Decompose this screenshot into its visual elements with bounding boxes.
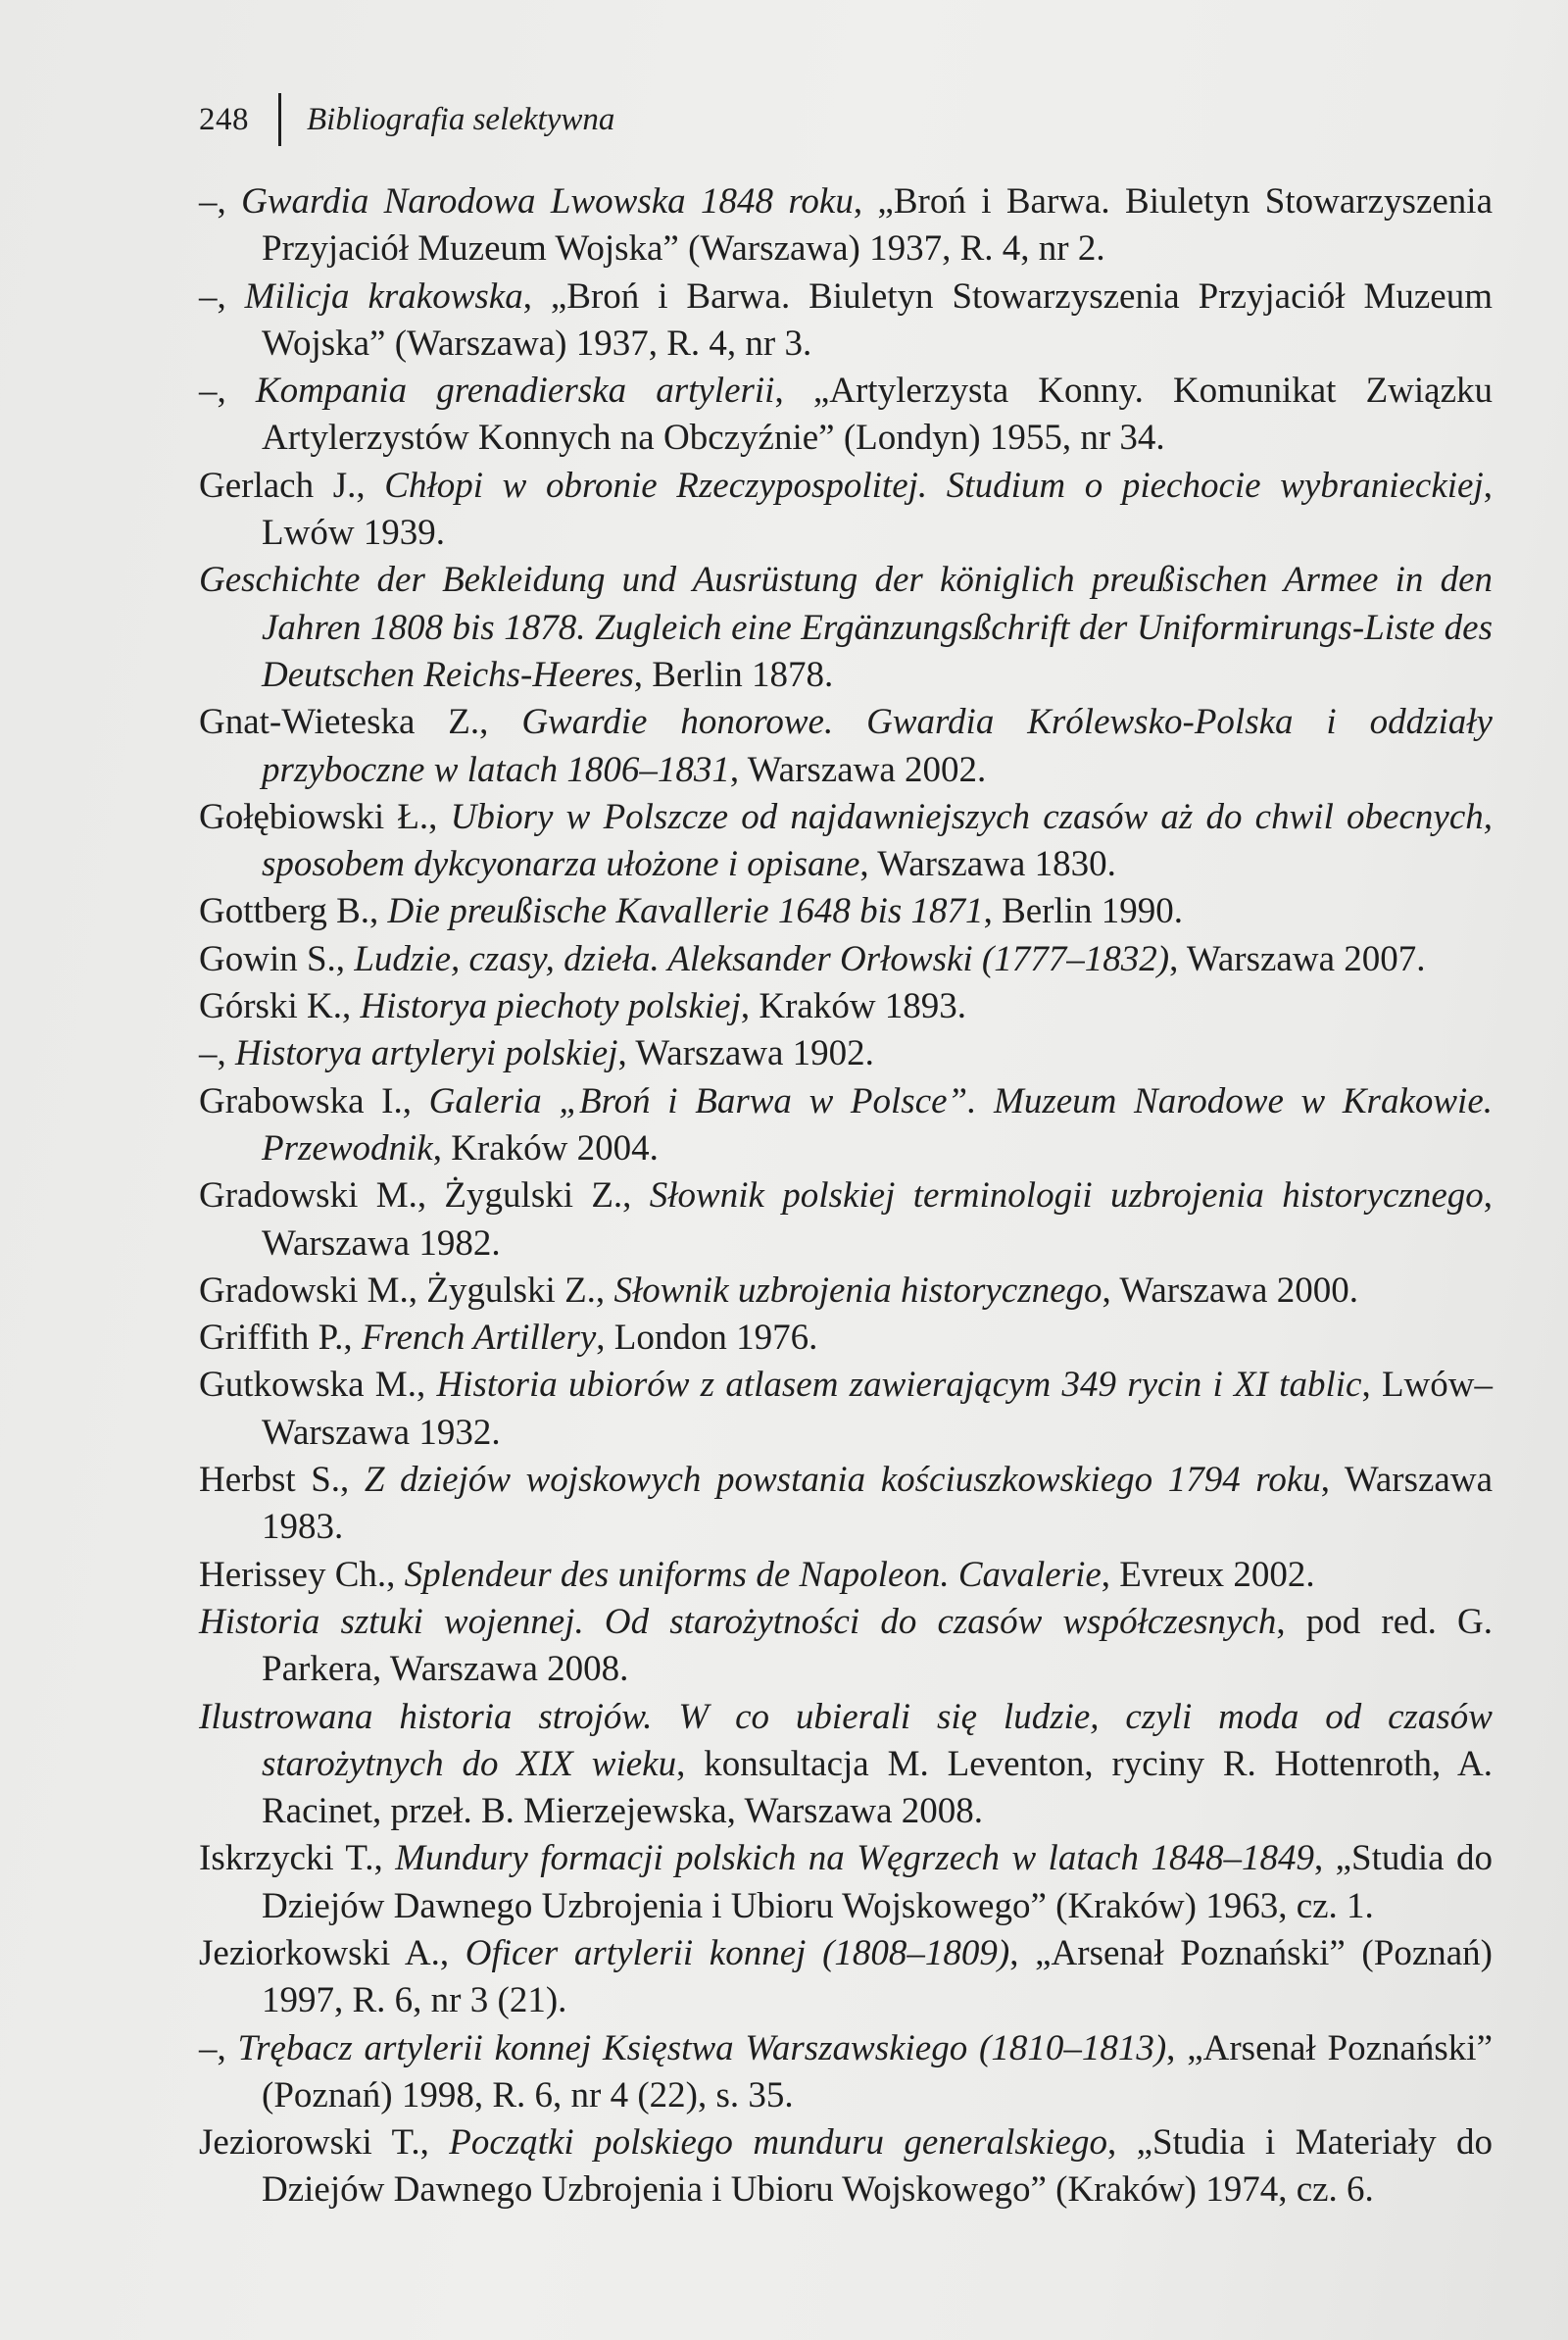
entry-publication: , Lwów–Warszawa 1932.: [262, 1365, 1493, 1453]
bibliography-entry: [199, 699, 1493, 794]
entry-author: Gottberg B.,: [199, 891, 388, 932]
entry-title: Słownik uzbrojenia historycznego: [613, 1270, 1102, 1311]
entry-title: Historya artyleryi polskiej: [235, 1033, 618, 1074]
entry-title: Gwardie honorowe. Gwardia Królewsko-Polska i oddziały przyboczne w latach 1806–1831: [262, 702, 1493, 790]
entry-author: –,: [199, 1033, 235, 1074]
entry-author: Gradowski M., Żygulski Z.,: [199, 1175, 650, 1217]
bibliography-entry: [199, 1078, 1493, 1173]
entry-author: Gutkowska M.,: [199, 1365, 437, 1406]
entry-title: Trębacz artylerii konnej Księstwa Warszawskiego (1810–1813): [237, 2027, 1167, 2068]
bibliography-entry: [199, 1599, 1493, 1694]
entry-title: Ilustrowana historia strojów. W co ubierali się ludzie, czyli moda od czasów starożytnych do XIX wieku: [199, 1696, 1493, 1784]
page-number: 248: [199, 101, 249, 137]
entry-publication: , London 1976.: [596, 1318, 818, 1359]
page-header: [199, 94, 614, 145]
bibliography-entry: [199, 794, 1493, 889]
entry-title: Die preußische Kavallerie 1648 bis 1871: [387, 891, 984, 932]
header-divider: [278, 93, 281, 146]
entry-publication: , Berlin 1878.: [633, 654, 834, 695]
bibliography-entry: [199, 1362, 1493, 1457]
bibliography-list: [199, 178, 1493, 2215]
entry-publication: , pod red. G. Parkera, Warszawa 2008.: [262, 1601, 1494, 1690]
entry-publication: , Kraków 1893.: [740, 986, 967, 1027]
entry-author: Gowin S.,: [199, 938, 355, 979]
entry-author: Jeziorowski T.,: [199, 2122, 450, 2164]
entry-author: –,: [199, 181, 242, 222]
entry-publication: , konsultacja M. Leventon, ryciny R. Hottenroth, A. Racinet, przeł. B. Mierzejewska, Warszawa 2008.: [262, 1743, 1493, 1832]
entry-title: Historia ubiorów z atlasem zawierającym 349 rycin i XI tablic: [436, 1365, 1362, 1406]
bibliography-entry: [199, 1552, 1493, 1599]
entry-author: –,: [199, 371, 256, 412]
bibliography-entry: [199, 2119, 1493, 2215]
entry-publication: , „Broń i Barwa. Biuletyn Stowarzyszenia Przyjaciół Muzeum Wojska” (Warszawa) 1937, R. 4, nr 2.: [262, 181, 1493, 270]
bibliography-entry: [199, 936, 1493, 983]
bibliography-entry: [199, 1030, 1493, 1077]
entry-publication: , Warszawa 1983.: [262, 1460, 1493, 1548]
bibliography-entry: [199, 1694, 1493, 1836]
entry-author: Grabowska I.,: [199, 1080, 429, 1121]
entry-publication: , Evreux 2002.: [1101, 1554, 1315, 1595]
entry-author: Gradowski M., Żygulski Z.,: [199, 1270, 614, 1311]
entry-title: Kompania grenadierska artylerii: [255, 371, 775, 412]
entry-title: Z dziejów wojskowych powstania kościuszkowskiego 1794 roku: [364, 1460, 1321, 1501]
entry-publication: , Warszawa 1830.: [859, 844, 1116, 885]
entry-title: Gwardia Narodowa Lwowska 1848 roku: [241, 181, 854, 222]
entry-title: Historia sztuki wojennej. Od starożytności do czasów współczesnych: [199, 1601, 1277, 1642]
bibliography-entry: [199, 1315, 1493, 1362]
entry-author: Gołębiowski Ł.,: [199, 796, 451, 837]
bibliography-entry: [199, 368, 1493, 463]
entry-title: Geschichte der Bekleidung und Ausrüstung der königlich preußischen Armee in den Jahren 1808 bis 1878. Zugleich eine Ergänzungsßchrift der Uniformirungs-Liste des Deutschen Reichs-Heeres: [199, 560, 1493, 695]
bibliography-entry: [199, 888, 1493, 935]
bibliography-entry: [199, 1268, 1493, 1315]
entry-publication: , Warszawa 1982.: [262, 1175, 1493, 1264]
running-title: Bibliografia selektywna: [307, 101, 615, 137]
entry-title: Początki polskiego munduru generalskiego: [449, 2122, 1107, 2164]
bibliography-entry: [199, 1457, 1493, 1552]
bibliography-entry: [199, 2025, 1493, 2120]
bibliography-entry: [199, 983, 1493, 1030]
bibliography-entry: [199, 463, 1493, 558]
entry-publication: , Lwów 1939.: [262, 465, 1493, 554]
entry-publication: , Warszawa 2007.: [1169, 938, 1426, 979]
entry-publication: , „Studia i Materiały do Dziejów Dawnego Uzbrojenia i Ubioru Wojskowego” (Kraków) 1974, cz. 6.: [262, 2122, 1493, 2211]
entry-author: Griffith P.,: [199, 1318, 362, 1359]
entry-author: Jeziorkowski A.,: [199, 1932, 466, 1973]
entry-title: Galeria „Broń i Barwa w Polsce”. Muzeum Narodowe w Krakowie. Przewodnik: [262, 1080, 1493, 1169]
entry-title: French Artillery: [361, 1318, 597, 1359]
entry-title: Historya piechoty polskiej: [360, 986, 741, 1027]
entry-author: Gerlach J.,: [199, 465, 385, 506]
entry-author: –,: [199, 2027, 238, 2068]
entry-title: Ubiory w Polszcze od najdawniejszych czasów aż do chwil obecnych, sposobem dykcyonarza ułożone i opisane: [262, 796, 1493, 885]
entry-publication: , Warszawa 2000.: [1102, 1270, 1358, 1311]
bibliography-entry: [199, 274, 1493, 369]
bibliography-entry: [199, 1930, 1493, 2025]
entry-publication: , „Studia do Dziejów Dawnego Uzbrojenia i Ubioru Wojskowego” (Kraków) 1963, cz. 1.: [262, 1838, 1494, 1926]
entry-author: Górski K.,: [199, 986, 361, 1027]
entry-publication: , Berlin 1990.: [983, 891, 1184, 932]
bibliography-entry: [199, 1172, 1493, 1268]
entry-title: Milicja krakowska: [244, 275, 523, 317]
entry-title: Słownik polskiej terminologii uzbrojenia historycznego: [649, 1175, 1484, 1217]
bibliography-entry: [199, 557, 1493, 699]
entry-publication: , Warszawa 1902.: [617, 1033, 874, 1074]
entry-title: Mundury formacji polskich na Węgrzech w latach 1848–1849: [395, 1838, 1314, 1879]
entry-author: Iskrzycki T.,: [199, 1838, 396, 1879]
entry-title: Chłopi w obronie Rzeczypospolitej. Studium o piechocie wybranieckiej: [384, 465, 1484, 506]
entry-author: Herissey Ch.,: [199, 1554, 405, 1595]
entry-title: Ludzie, czasy, dzieła. Aleksander Orłowski (1777–1832): [354, 938, 1170, 979]
entry-author: Gnat-Wieteska Z.,: [199, 702, 522, 743]
entry-title: Splendeur des uniforms de Napoleon. Cavalerie: [404, 1554, 1102, 1595]
entry-publication: , „Broń i Barwa. Biuletyn Stowarzyszenia Przyjaciół Muzeum Wojska” (Warszawa) 1937, R. 4, nr 3.: [262, 275, 1494, 364]
entry-publication: , „Arsenał Poznański” (Poznań) 1998, R. 6, nr 4 (22), s. 35.: [262, 2027, 1494, 2116]
entry-publication: , „Artylerzysta Konny. Komunikat Związku Artylerzystów Konnych na Obczyźnie” (Londyn) 1955, nr 34.: [262, 371, 1494, 459]
entry-publication: , „Arsenał Poznański” (Poznań) 1997, R. 6, nr 3 (21).: [262, 1932, 1493, 2021]
entry-title: Oficer artylerii konnej (1808–1809): [465, 1932, 1010, 1973]
bibliography-entry: [199, 178, 1493, 274]
entry-author: Herbst S.,: [199, 1460, 365, 1501]
entry-publication: , Warszawa 2002.: [729, 749, 987, 790]
entry-author: –,: [199, 275, 245, 317]
bibliography-entry: [199, 1835, 1493, 1930]
entry-publication: , Kraków 2004.: [432, 1127, 659, 1169]
